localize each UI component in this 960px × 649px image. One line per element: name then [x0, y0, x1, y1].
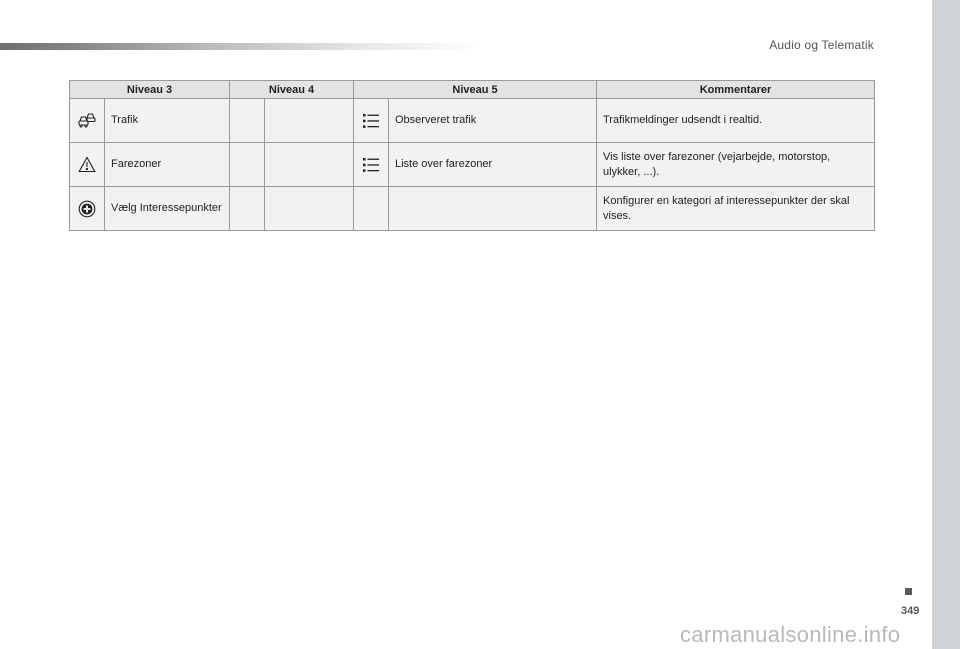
column-header-niveau-3: Niveau 3: [70, 81, 230, 99]
section-title: Audio og Telematik: [769, 38, 874, 52]
comment-text: Konfigurer en kategori af interessepunkter der skal vises.: [597, 187, 875, 231]
level5-label: [389, 187, 597, 231]
table-row: [70, 99, 875, 143]
level3-label: Vælg Interessepunkter: [105, 187, 230, 231]
right-side-band: [932, 0, 960, 649]
plus-circle-icon: [78, 200, 96, 218]
level4-label: [265, 143, 354, 187]
column-header-niveau-5: Niveau 5: [354, 81, 597, 99]
page-marker: [905, 588, 912, 595]
level5-label: Observeret trafik: [389, 99, 597, 143]
level4-icon-cell: [230, 99, 265, 143]
page-number: 349: [901, 605, 920, 617]
header-gradient-bar: [0, 43, 480, 50]
table-row: [70, 143, 875, 187]
column-header-kommentarer: Kommentarer: [597, 81, 875, 99]
level3-label: Farezoner: [105, 143, 230, 187]
level3-icon-cell: [70, 143, 105, 187]
table-row: [70, 187, 875, 231]
warning-triangle-icon: [78, 156, 96, 173]
level4-label: [265, 99, 354, 143]
comment-text: Trafikmeldinger udsendt i realtid.: [597, 99, 875, 143]
table-header-row: [70, 81, 875, 99]
watermark: carmanualsonline.info: [680, 622, 901, 647]
level3-icon-cell: [70, 187, 105, 231]
level3-icon-cell: [70, 99, 105, 143]
level4-icon-cell: [230, 187, 265, 231]
column-header-niveau-4: Niveau 4: [230, 81, 354, 99]
level5-icon-cell: [354, 143, 389, 187]
level5-icon-cell: [354, 187, 389, 231]
list-icon: [362, 113, 380, 129]
menu-table: [69, 80, 875, 231]
level5-label: Liste over farezoner: [389, 143, 597, 187]
level5-icon-cell: [354, 99, 389, 143]
level3-label: Trafik: [105, 99, 230, 143]
level4-icon-cell: [230, 143, 265, 187]
traffic-cars-icon: [77, 112, 97, 130]
list-icon: [362, 157, 380, 173]
level4-label: [265, 187, 354, 231]
comment-text: Vis liste over farezoner (vejarbejde, motorstop, ulykker, ...).: [597, 143, 875, 187]
